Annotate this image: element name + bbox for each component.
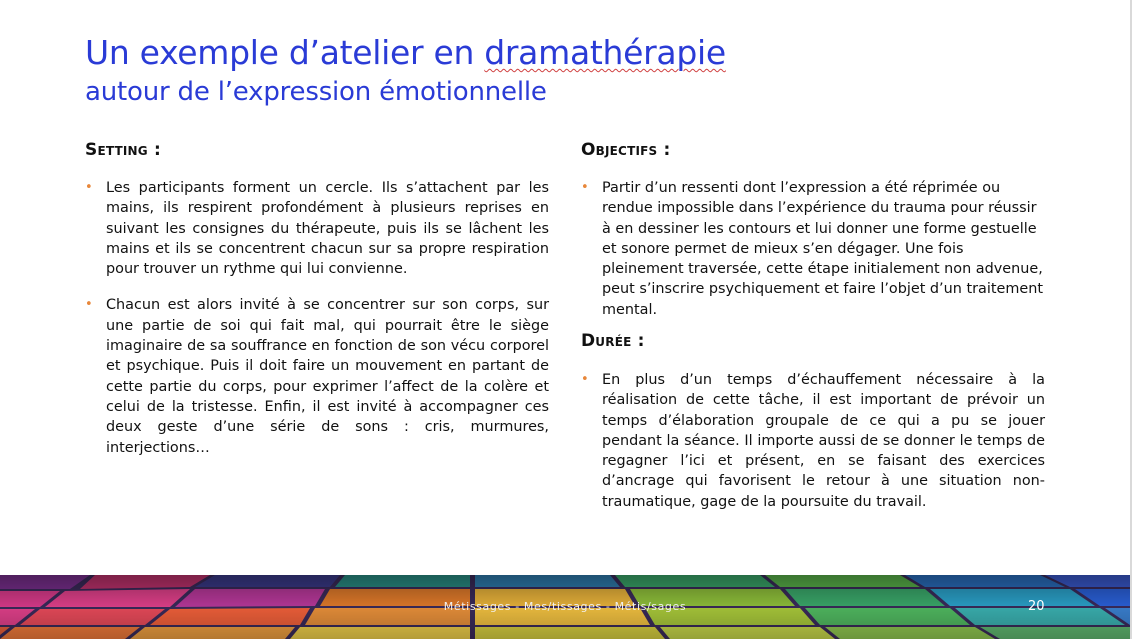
title-misspelled-word: dramathérapie (484, 33, 726, 72)
bullet-dot-icon: • (581, 372, 589, 387)
slide-title (85, 33, 726, 72)
setting-list (85, 178, 549, 458)
slide-subtitle: autour de l’expression émotionnelle (85, 77, 547, 107)
footer-text: Métissages - Mes/tissages - Métis/sages (443, 600, 687, 613)
bullet-dot-icon: • (581, 180, 589, 195)
bullet-text: Les participants forment un cercle. Ils s’attachent par les mains, ils respirent profondément à plusieurs reprises en suivant les consignes du thérapeute, puis ils se lâchent les mains et ils se concentrent chacun sur sa propre respiration pour trouver un rythme qui lui convienne. (106, 180, 549, 278)
objectifs-list (581, 178, 1045, 320)
page-number: 20 (1028, 599, 1045, 614)
footer-band (0, 575, 1130, 639)
bullet-text: En plus d’un temps d’échauffement nécessaire à la réalisation de cette tâche, il est important de prévoir un temps d’élaboration groupale de ce qui a pu se jouer pendant la séance. Il importe aussi de se donner le temps de regagner l’ici et présent, en se faisant des exercices d’ancrage qui favorisent le retour à une situation non-traumatique, gage de la poursuite du travail. (602, 372, 1045, 510)
objectifs-heading: Objectifs : (581, 140, 671, 160)
bullet-text: Partir d’un ressenti dont l’expression a été réprimée ou rendue impossible dans l’expérience du trauma pour réussir à en dessiner les contours et lui donner une forme gestuelle et sonore permet de mieux s’en dégager. Une fois pleinement traversée, cette étape initialement non advenue, peut s’inscrire psychiquement et faire l’objet d’un traitement mental. (602, 180, 1043, 318)
setting-bullet-2 (85, 295, 549, 457)
duree-list (581, 370, 1045, 512)
bullet-dot-icon: • (85, 297, 93, 313)
duree-heading: Durée : (581, 331, 645, 351)
setting-bullet-1 (85, 178, 549, 279)
bullet-dot-icon: • (85, 180, 93, 195)
setting-heading: Setting : (85, 140, 161, 160)
bullet-text: Chacun est alors invité à se concentrer sur son corps, sur une partie de soi qui fait mal, qui pourrait être le siège imaginaire de sa souffrance en fonction de son vécu corporel et psychique. Puis il doit faire un mouvement en partant de cette partie du corps, pour exprimer l’affect de la colère et celui de la tristesse. Enfin, il est invité à accompagner ces deux geste d’une série de sons : cris, murmures, interjections… (106, 297, 549, 456)
duree-bullet-1 (581, 370, 1045, 512)
title-text: Un exemple d’atelier en (85, 33, 485, 72)
objectifs-bullet-1 (581, 178, 1045, 320)
